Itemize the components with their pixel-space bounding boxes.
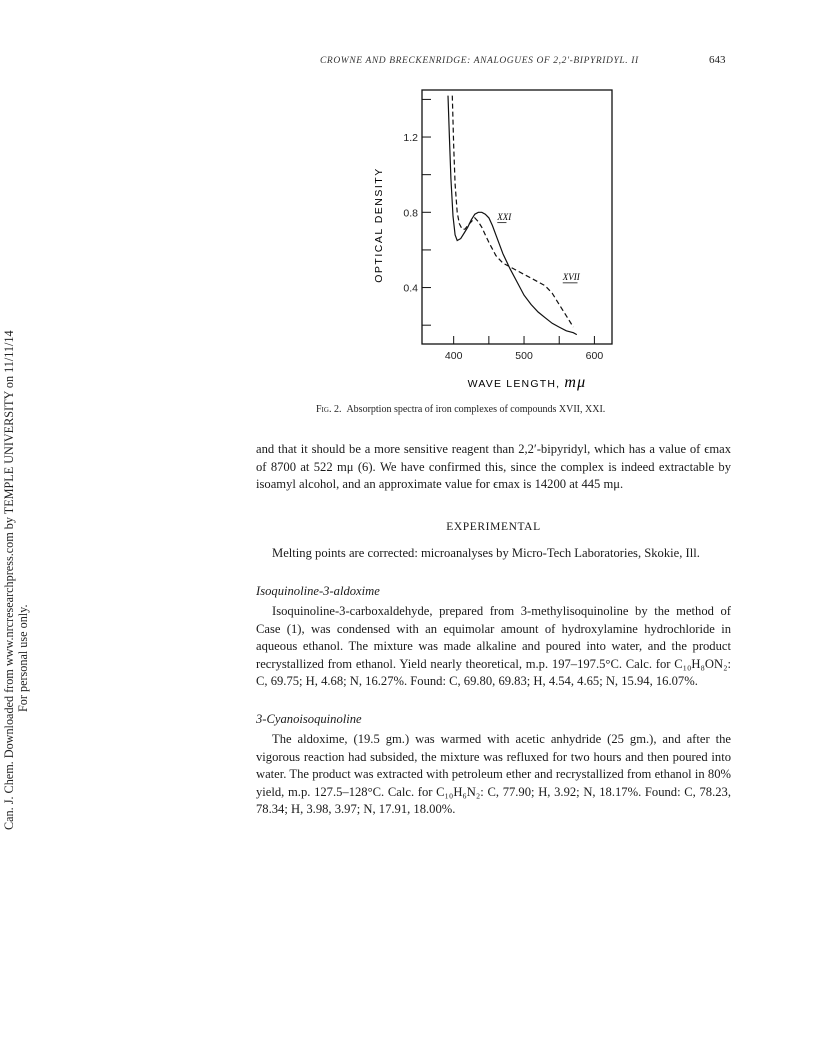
y-tick-label: 0.8 [403,207,418,220]
page-number: 643 [709,54,726,66]
x-tick-label: 500 [515,350,533,362]
plot-frame [422,90,612,344]
paragraph-melting-points: Melting points are corrected: microanalyses by Micro-Tech Laboratories, Skokie, Ill. [272,546,700,560]
section-heading-experimental: EXPERIMENTAL [446,521,541,533]
series-label-xvii: XVII [562,272,580,283]
y-tick-label: 1.2 [403,132,418,145]
x-axis-unit: mμ [564,374,587,391]
subheading-aldoxime: Isoquinoline-3-aldoxime [256,584,380,598]
absorption-spectra-chart [360,80,660,400]
x-tick-label: 400 [444,350,463,362]
series-line-xvii [452,96,573,328]
series-label-xxi: XXI [497,211,512,222]
figure-caption [316,404,716,415]
paragraph-bipyridyl-comparison: and that it should be a more sensitive reagent than 2,2′-bipyridyl, which has a value of ϵmax of 8700 at 522 mμ (6). We have confirmed this, since the complex is indeed extractable by isoamyl alcohol, and an approximate value for ϵmax is 14200 at 445 mμ. [256,442,731,492]
x-axis-label: WAVE LENGTH, mμ [467,374,587,391]
y-tick-label: 0.4 [403,282,418,295]
caption-text: Absorption spectra of iron complexes of compounds XVII, XXI. [346,404,606,415]
y-axis-label: OPTICAL DENSITY [373,167,385,283]
watermark-line-1: Can. J. Chem. Downloaded from www.nrcresearchpress.com by TEMPLE UNIVERSITY on 11/11/14 [2,330,16,830]
paragraph-aldoxime-synthesis: Isoquinoline-3-carboxaldehyde, prepared from 3-methylisoquinoline by the method of Case (1), was condensed with an equimolar amount of hydroxylamine hydrochloride in aqueous ethanol. The mixture was made alkaline and poured into water, and the product recrystallized from ethanol. Yield nearly theoretical, m.p. 197–197.5°C. Calc. for C₁₀H₈ON₂: C, 69.75; H, 4.68; N, 16.27%. Found: C, 69.80, 69.83; H, 4.54, 4.65; N, 15.94, 16.07%. [256,604,731,689]
series-line-xxi [448,96,577,335]
running-header: CROWNE AND BRECKENRIDGE: ANALOGUES OF 2,2′-BIPYRIDYL. II [320,56,639,66]
download-watermark [0,0,40,1056]
subheading-cyanoisoquinoline: 3-Cyanoisoquinoline [256,712,362,726]
paragraph-cyanoisoquinoline-synthesis: The aldoxime, (19.5 gm.) was warmed with acetic anhydride (25 gm.), and after the vigorous reaction had subsided, the mixture was refluxed for two hours and then poured into water. The product was extracted with petroleum ether and recrystallized from ethanol in 80% yield, m.p. 127.5–128°C. Calc. for C₁₀H₆N₂: C, 77.90; H, 3.92; N, 18.17%. Found: C, 78.23, 78.34; H, 3.98, 3.97; N, 17.91, 18.00%. [256,732,731,817]
watermark-line-2: For personal use only. [16,604,30,712]
caption-prefix: Fig. 2. [316,404,342,415]
x-tick-label: 600 [585,350,604,362]
